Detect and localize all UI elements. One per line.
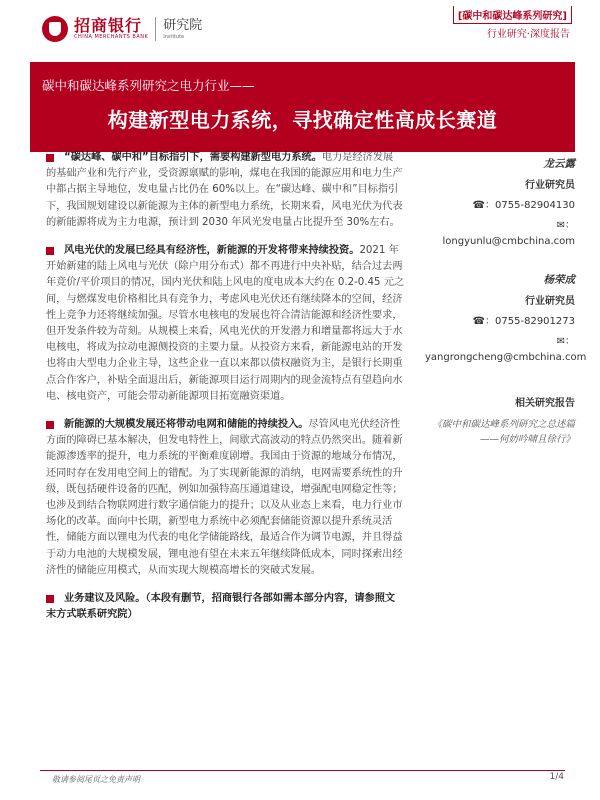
square-bullet-icon — [46, 595, 54, 603]
paragraph-lead: 风电光伏的发展已经具有经济性，新能源的开发将带来持续投资。 — [64, 245, 360, 257]
brand-name-en: CHINA MERCHANTS BANK — [74, 34, 149, 40]
square-bullet-icon — [46, 247, 54, 255]
square-bullet-icon — [46, 154, 54, 162]
analyst-name: 杨荣成 — [543, 274, 575, 286]
series-tag: [碳中和碳达峰系列研究] — [453, 6, 572, 24]
paragraph-line: 性，储能方面以锂电为代表的电化学储能路线，最适合作为调节电源，并且得益 — [46, 532, 403, 544]
footer-divider — [40, 770, 565, 771]
paragraph-line: 的新能源将成为主力电源，预计到 2030 年风光发电量占比提升至 30%左右。 — [46, 216, 400, 228]
footer-disclaimer: 敬请参阅尾页之免责声明 — [52, 775, 140, 784]
paragraph-line: 方面的障碍已基本解决，但发电特性上，间歇式高波动的特点仍然突出。随着新 — [46, 435, 403, 447]
analyst-phone: ☎：0755-82904130 — [472, 200, 575, 211]
paragraph-line: 尽管风电光伏经济性 — [308, 419, 401, 431]
analyst-role: 行业研究员 — [525, 296, 575, 307]
banner-subtitle: 碳中和碳达峰系列研究之电力行业—— — [42, 78, 255, 93]
report-title: 构建新型电力系统，寻找确定性高成长赛道 — [107, 108, 498, 132]
analyst-card-1 — [425, 156, 575, 250]
paragraph-line: 2021 年 — [359, 245, 399, 257]
paragraph-line: 也将由大型电力企业主导，这些企业一直以来都以债权融资为主，是银行长期重 — [46, 358, 403, 370]
related-reports — [425, 394, 575, 447]
analyst-phone: ☎：0755-82901273 — [472, 316, 575, 327]
institute-name-en: Institute — [163, 33, 185, 40]
paragraph-line: 性上竞争力还将继续加强。尽管水电核电的发展也符合清洁能源和经济性要求， — [46, 309, 403, 321]
paragraph-2 — [46, 243, 408, 405]
paragraph-line: 济性的储能应用模式，从而实现大规模高增长的突破式发展。 — [46, 564, 322, 576]
paragraph-1 — [46, 150, 408, 231]
paragraph-line: 电核电，将成为拉动电源侧投资的主要力量。从投资方来看，新能源电站的开发 — [46, 342, 403, 354]
paragraph-lead: 新能源的大规模发展还将带动电网和储能的持续投入。 — [64, 419, 309, 431]
analyst-card-2 — [425, 272, 587, 366]
related-reports-title: 相关研究报告 — [515, 398, 575, 409]
paragraph-line: 也涉及到结合物联网进行数字通信能力的提升；以及从业态上来看，电力行业市 — [46, 500, 403, 512]
paragraph-line: 电力是经济发展 — [321, 152, 394, 163]
cmb-logo-icon — [42, 16, 68, 42]
analyst-role: 行业研究员 — [525, 180, 575, 191]
paragraph-line: 开始新建的陆上风电与光伏（除户用分布式）都不再进行中央补贴，结合过去两 — [46, 261, 403, 273]
related-report-item[interactable]: 《碳中和碳达峰系列研究之总述篇——何妨吟啸且徐行》 — [432, 419, 575, 445]
analyst-name: 龙云露 — [543, 158, 575, 170]
paragraph-3 — [46, 417, 408, 579]
paragraph-line: 能源渗透率的提升，电力系统的平衡难度剧增。我国由于资源的地域分布情况， — [46, 451, 403, 463]
paragraph-line: 年竞价/平价项目的情况，国内光伏和陆上风电的度电成本大约在 0.2-0.45 元之 — [46, 277, 405, 289]
paragraph-line: 中都占据主导地位，发电量占比仍在 60%以上。在“碳达峰、碳中和”目标指引 — [46, 184, 399, 196]
paragraph-lead: “碳达峰、碳中和”目标指引下，需要构建新型电力系统。 — [64, 152, 322, 163]
paragraph-line: 但开发条件较为苛刻。从规模上来看，风电光伏的开发潜力和增量都将远大于水 — [46, 326, 403, 338]
paragraph-line: 点合作客户，补贴全面退出后，新能源项目运行周期内的现金流特点有望趋向水 — [46, 374, 403, 386]
paragraph-line: 下，我国规划建设以新能源为主体的新型电力系统，长期来看，风电光伏为代表 — [46, 200, 403, 212]
logo-divider — [155, 17, 156, 41]
paragraph-line: 末方式联系研究院） — [46, 609, 138, 621]
paragraph-line: 的基础产业和先行产业，受资源禀赋的影响，煤电在我国的能源应用和电力生产 — [46, 168, 403, 180]
paragraph-4 — [46, 591, 408, 623]
cmb-logo — [42, 16, 202, 42]
report-type: 行业研究·深度报告 — [486, 29, 570, 40]
title-banner — [30, 62, 575, 152]
paragraph-line: 级，既包括硬件设备的匹配，例如加强特高压通道建设，增强配电网稳定性等； — [46, 483, 403, 495]
page-number: 1/4 — [549, 772, 564, 782]
main-content — [46, 150, 408, 623]
page-header — [0, 0, 600, 60]
analyst-email-label: ✉： — [556, 336, 575, 347]
square-bullet-icon — [46, 421, 54, 429]
paragraph-line: 电、核电资产，可能会带动新能源项目拓宽融资渠道。 — [46, 390, 291, 402]
paragraph-lead: 业务建议及风险。（本段有删节，招商银行各部如需本部分内容，请参照文 — [64, 593, 396, 605]
paragraph-line: 场化的改革。面向中长期，新型电力系统中必须配套储能资源以提升系统灵活 — [46, 516, 393, 528]
paragraph-line: 间，与燃煤发电价格相比具有竞争力，考虑风电光伏还有继续降本的空间，经济 — [46, 293, 403, 305]
paragraph-line: 于动力电池的大规模发展，锂电池有望在未来五年继续降低成本，同时探索出经 — [46, 548, 403, 560]
brand-name-cn: 招商银行 — [74, 16, 143, 35]
analyst-email[interactable]: yangrongcheng@cmbchina.com — [425, 352, 587, 363]
sidebar — [425, 150, 587, 447]
institute-name-cn: 研究院 — [163, 17, 203, 33]
paragraph-line: 还同时存在发用电空间上的错配。为了实现新能源的消纳，电网需要系统性的升 — [46, 467, 403, 479]
analyst-email[interactable]: ✉：longyunlu@cmbchina.com — [442, 220, 575, 247]
